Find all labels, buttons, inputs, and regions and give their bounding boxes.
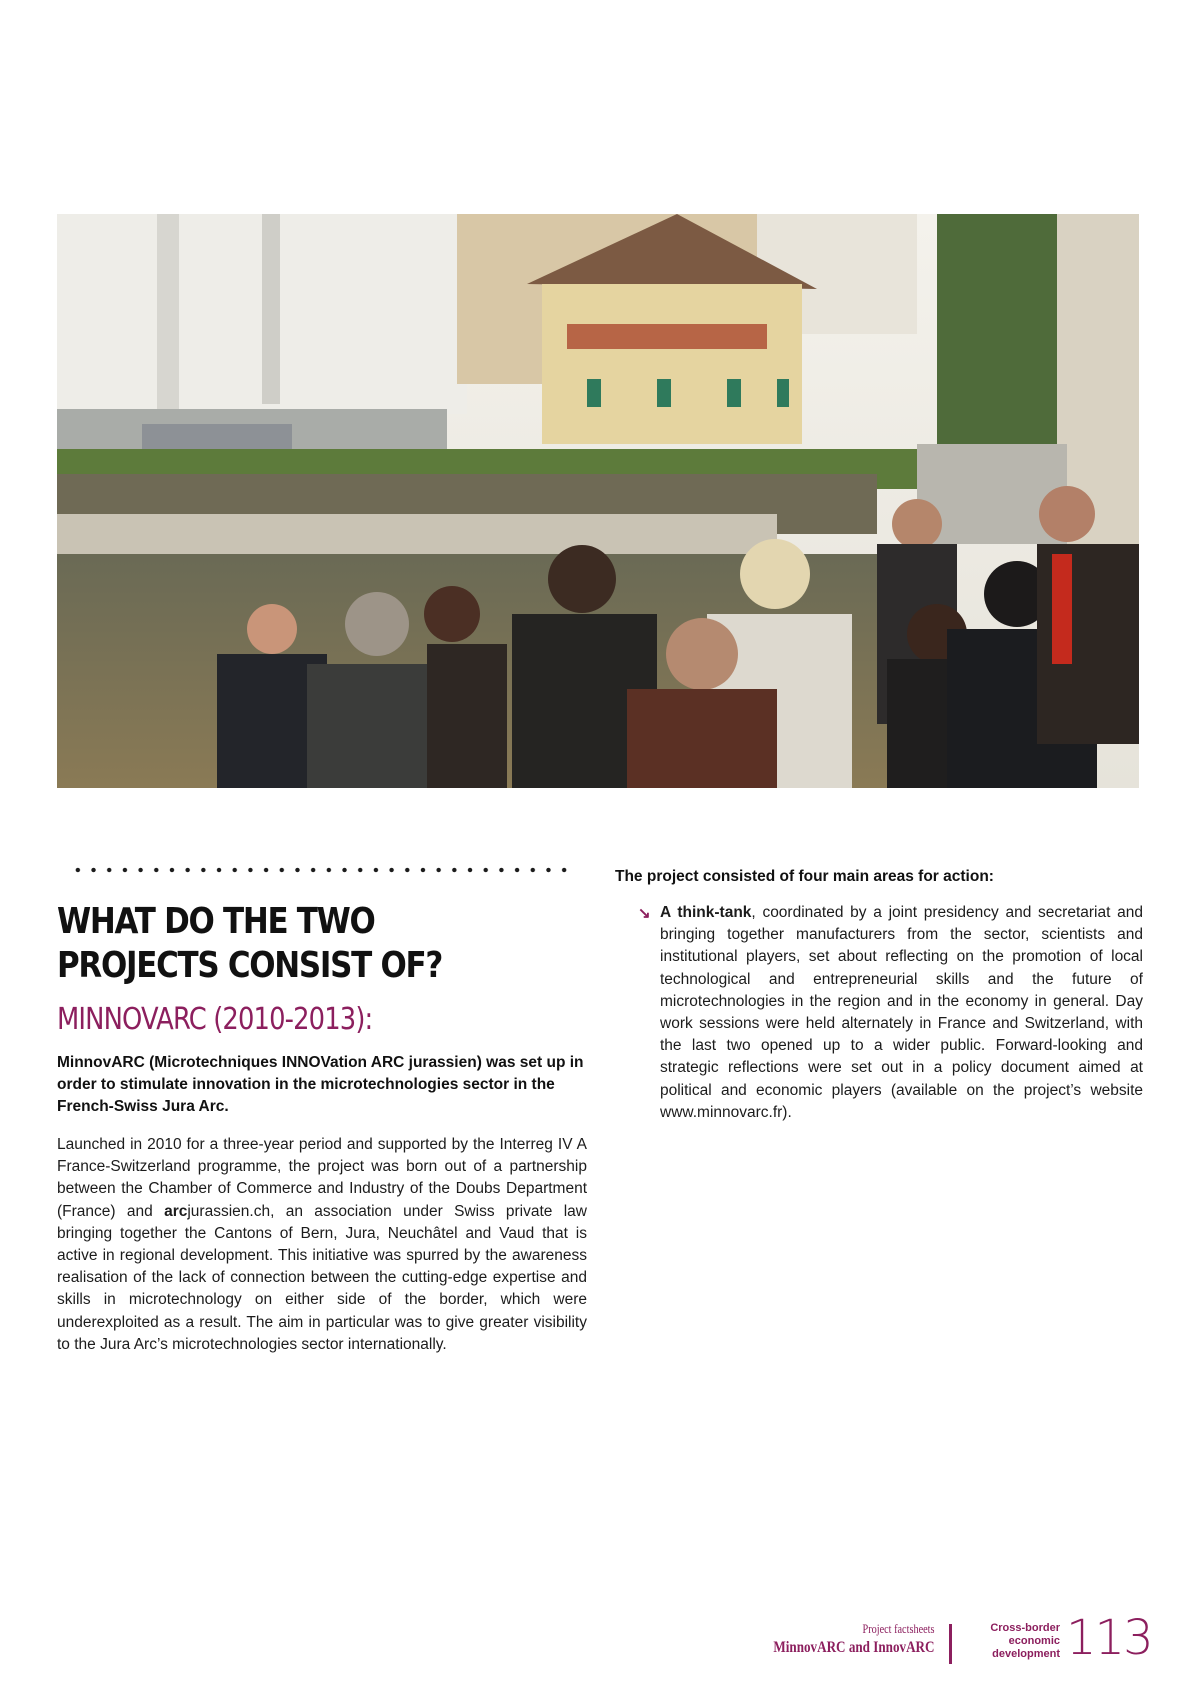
body-text-part1: Launched in 2010 for a three-year period and supported by the Interreg IV A France-Switzerland programme, the project was born out of a partnership between the Chamber of Commerce and Industry of the Doubs Department (France) and <box>57 1136 587 1220</box>
footer-labels <box>738 1621 935 1659</box>
arrow-down-right-icon: ↘ <box>638 905 651 922</box>
dotted-divider <box>70 866 575 874</box>
page-number: 113 <box>1066 1610 1152 1666</box>
project-subheading: MINNOVARC (2010-2013): <box>57 1002 373 1037</box>
areas-title: The project consisted of four main areas for action: <box>615 868 994 885</box>
footer-series: Project factsheets <box>861 1622 934 1636</box>
footer-divider <box>949 1624 952 1664</box>
section-heading: WHAT DO THE TWO PROJECTS CONSIST OF? <box>57 901 443 986</box>
list-item-bold: A think-tank <box>660 904 752 921</box>
riverside-group-photo <box>57 214 1139 788</box>
footer-section: Cross-border economic development <box>990 1622 1060 1660</box>
body-text-bold: arc <box>164 1202 188 1220</box>
list-item <box>638 902 1143 1124</box>
body-text-part2: jurassien.ch, an association under Swiss private law bringing together the Cantons of Bern, Jura, Neuchâtel and Vaud that is active in regional development. This initiative was spurred by the awareness realisation of the lack of connection between the cutting-edge expertise and skills in microtechnology on either side of the border, which were underexploited as a result. The aim in particular was to give greater visibility to the Jura Arc’s microtechnologies sector internationally. <box>57 1202 587 1353</box>
body-paragraph <box>57 1134 587 1356</box>
areas-list <box>638 902 1143 1124</box>
list-item-text: , coordinated by a joint presidency and secretariat and bringing together manufacturers from the sector, scientists and institutional players, set about reflecting on the promotion of local technological and entrepreneurial skills and the future of microtechnologies in the region and in the economy in general. Day work sessions were held alternately in France and Switzerland, with the last two opened up to a wider public. Forward-looking and strategic reflections were set out in a policy document aimed at political and economic players (available on the project’s website www.minnovarc.fr). <box>660 904 1143 1121</box>
footer-project: MinnovARC and InnovARC <box>772 1639 934 1656</box>
intro-paragraph: MinnovARC (Microtechniques INNOVation ARC jurassien) was set up in order to stimulate innovation in the microtechnologies sector in the French-Swiss Jura Arc. <box>57 1054 584 1115</box>
